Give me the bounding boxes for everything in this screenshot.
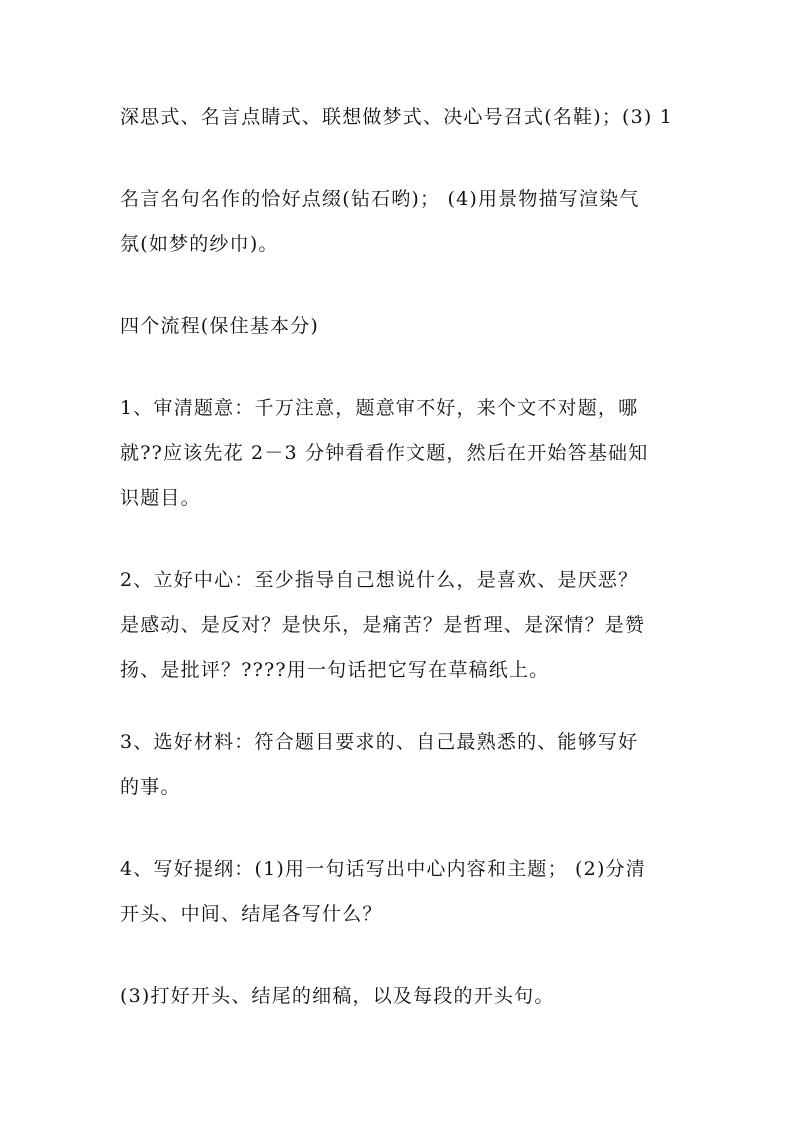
text-line-2: 名言名句名作的恰好点缀(钻石哟)； (4)用景物描写渲染气: [120, 188, 640, 210]
text-line-3: 氛(如梦的纱巾)。: [120, 233, 279, 255]
text-line-5: 1、审清题意：千万注意，题意审不好，来个文不对题，哪: [120, 397, 639, 419]
section-heading: 四个流程(保住基本分): [120, 315, 320, 337]
text-line-11: 3、选好材料：符合题目要求的、自己最熟悉的、能够写好: [120, 731, 639, 753]
text-line-1: 深思式、名言点睛式、联想做梦式、决心号召式(名鞋)；(3) 1: [120, 106, 674, 128]
text-line-14: 开头、中间、结尾各写什么？: [120, 903, 383, 925]
text-line-10: 扬、是批评？????用一句话把它写在草稿纸上。: [120, 659, 550, 681]
text-line-12: 的事。: [120, 776, 181, 798]
text-line-13: 4、写好提纲：(1)用一句话写出中心内容和主题； (2)分清: [120, 858, 646, 880]
text-line-15: (3)打好开头、结尾的细稿，以及每段的开头句。: [120, 985, 555, 1007]
text-line-6: 就??应该先花 2－3 分钟看看作文题，然后在开始答基础知: [120, 442, 649, 464]
text-line-9: 是感动、是反对？是快乐，是痛苦？是哲理、是深情？是赞: [120, 614, 646, 636]
text-line-8: 2、立好中心：至少指导自己想说什么，是喜欢、是厌恶？: [120, 569, 639, 591]
text-line-7: 识题目。: [120, 487, 201, 509]
